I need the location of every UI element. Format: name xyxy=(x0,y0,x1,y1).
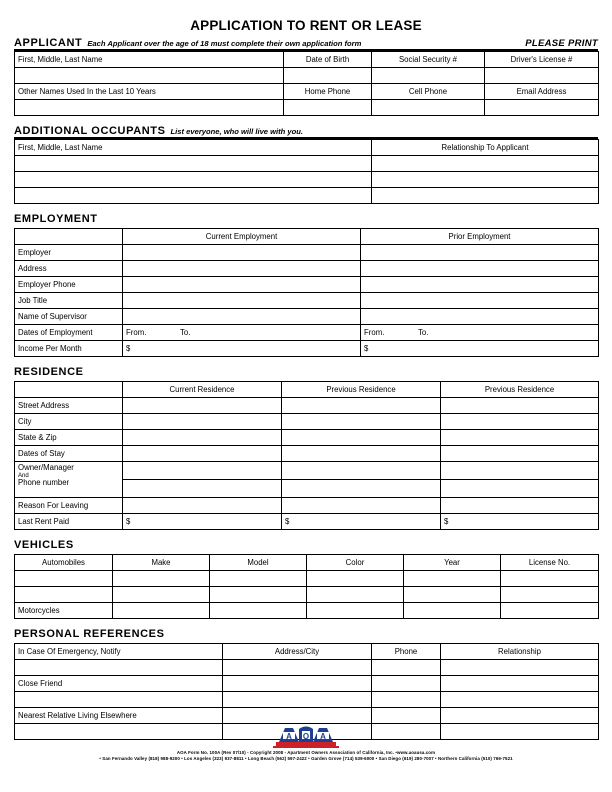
table-row xyxy=(15,52,599,68)
current-street-address-field[interactable] xyxy=(123,398,282,414)
current-last-rent-paid-field[interactable]: $ xyxy=(123,514,282,530)
auto1-model-field[interactable] xyxy=(210,571,307,587)
auto1-name-field[interactable] xyxy=(15,571,113,587)
occupants-section-header xyxy=(14,125,598,139)
owner-manager-and-label: And xyxy=(18,472,29,479)
home-phone-header: Home Phone xyxy=(284,84,372,100)
occupants-table xyxy=(14,139,599,204)
occupant-name-field[interactable] xyxy=(15,188,372,204)
previous1-reason-for-leaving-field[interactable] xyxy=(282,498,441,514)
current-employment-header: Current Employment xyxy=(123,229,361,245)
color-header: Color xyxy=(307,555,404,571)
applicant-ssn-field[interactable] xyxy=(372,68,485,84)
footer xyxy=(0,722,612,762)
employment-table xyxy=(14,228,599,357)
table-row xyxy=(15,309,599,325)
emergency-contact-address-field[interactable] xyxy=(223,660,372,676)
motorcycle-license-field[interactable] xyxy=(501,603,599,619)
reference-relationship-header: Relationship xyxy=(441,644,599,660)
home-phone-field[interactable] xyxy=(284,100,372,116)
table-row xyxy=(15,644,599,660)
table-row xyxy=(15,140,599,156)
auto2-color-field[interactable] xyxy=(307,587,404,603)
motorcycles-label: Motorcycles xyxy=(15,603,113,619)
city-label: City xyxy=(15,414,123,430)
applicant-section-title: APPLICANT xyxy=(14,37,83,49)
current-employer-field[interactable] xyxy=(123,245,361,261)
table-row xyxy=(15,430,599,446)
applicant-section-header xyxy=(14,37,598,51)
reference-address-header: Address/City xyxy=(223,644,372,660)
previous2-reason-for-leaving-field[interactable] xyxy=(441,498,599,514)
current-state-zip-field[interactable] xyxy=(123,430,282,446)
state-zip-label: State & Zip xyxy=(15,430,123,446)
previous1-dates-of-stay-field[interactable] xyxy=(282,446,441,462)
make-header: Make xyxy=(113,555,210,571)
emergency-contact-header: In Case Of Emergency, Notify xyxy=(15,644,223,660)
vehicles-table xyxy=(14,554,599,619)
current-employer-address-field[interactable] xyxy=(123,261,361,277)
phone-number-label: Phone number xyxy=(18,477,70,487)
occupants-section-note: List everyone, who will live with you. xyxy=(170,127,304,136)
table-row xyxy=(15,84,599,100)
table-row xyxy=(15,172,599,188)
auto2-license-field[interactable] xyxy=(501,587,599,603)
employer-address-label: Address xyxy=(15,261,123,277)
current-dates-of-employment-field[interactable] xyxy=(123,325,361,341)
income-per-month-label: Income Per Month xyxy=(15,341,123,357)
auto1-make-field[interactable] xyxy=(113,571,210,587)
prior-employment-header: Prior Employment xyxy=(361,229,599,245)
close-friend-label: Close Friend xyxy=(15,676,223,692)
motorcycle-model-field[interactable] xyxy=(210,603,307,619)
previous2-street-address-field[interactable] xyxy=(441,398,599,414)
prior-employer-phone-field[interactable] xyxy=(361,277,599,293)
occupant-relationship-field[interactable] xyxy=(372,188,599,204)
dates-of-employment-label: Dates of Employment xyxy=(15,325,123,341)
prior-employer-address-field[interactable] xyxy=(361,261,599,277)
references-section-header xyxy=(14,628,598,640)
reference3-phone-field[interactable] xyxy=(372,692,441,708)
table-row xyxy=(15,261,599,277)
applicant-ssn-header: Social Security # xyxy=(372,52,485,68)
close-friend-address-field[interactable] xyxy=(223,676,372,692)
employment-section-header xyxy=(14,213,598,225)
occupant-name-field[interactable] xyxy=(15,156,372,172)
auto2-name-field[interactable] xyxy=(15,587,113,603)
applicant-dl-header: Driver's License # xyxy=(485,52,599,68)
previous2-dates-of-stay-field[interactable] xyxy=(441,446,599,462)
employment-corner-cell xyxy=(15,229,123,245)
auto2-make-field[interactable] xyxy=(113,587,210,603)
auto1-year-field[interactable] xyxy=(404,571,501,587)
automobiles-header: Automobiles xyxy=(15,555,113,571)
table-row xyxy=(15,398,599,414)
table-row xyxy=(15,277,599,293)
applicant-dob-field[interactable] xyxy=(284,68,372,84)
table-row xyxy=(15,692,599,708)
occupant-relationship-field[interactable] xyxy=(372,172,599,188)
current-owner-manager-field[interactable] xyxy=(123,462,282,480)
auto1-color-field[interactable] xyxy=(307,571,404,587)
applicant-dl-field[interactable] xyxy=(485,68,599,84)
references-section-title: PERSONAL REFERENCES xyxy=(14,628,165,640)
auto2-model-field[interactable] xyxy=(210,587,307,603)
previous2-state-zip-field[interactable] xyxy=(441,430,599,446)
table-row xyxy=(15,245,599,261)
emergency-contact-phone-field[interactable] xyxy=(372,660,441,676)
previous1-city-field[interactable] xyxy=(282,414,441,430)
vehicles-section-header xyxy=(14,539,598,551)
current-from-label: From. xyxy=(126,328,147,337)
table-row xyxy=(15,462,599,480)
email-field[interactable] xyxy=(485,100,599,116)
prior-income-field[interactable]: $ xyxy=(361,341,599,357)
table-row xyxy=(15,325,599,341)
job-title-label: Job Title xyxy=(15,293,123,309)
previous1-state-zip-field[interactable] xyxy=(282,430,441,446)
table-row xyxy=(15,446,599,462)
table-row xyxy=(15,676,599,692)
current-income-field[interactable]: $ xyxy=(123,341,361,357)
table-row xyxy=(15,156,599,172)
residence-section-title: RESIDENCE xyxy=(14,366,84,378)
owner-manager-label-cell xyxy=(15,462,123,498)
applicant-name-field[interactable] xyxy=(15,68,284,84)
supervisor-label: Name of Supervisor xyxy=(15,309,123,325)
year-header: Year xyxy=(404,555,501,571)
street-address-label: Street Address xyxy=(15,398,123,414)
current-residence-header: Current Residence xyxy=(123,382,282,398)
table-row xyxy=(15,68,599,84)
previous2-city-field[interactable] xyxy=(441,414,599,430)
reason-for-leaving-label: Reason For Leaving xyxy=(15,498,123,514)
prior-dates-of-employment-field[interactable] xyxy=(361,325,599,341)
prior-job-title-field[interactable] xyxy=(361,293,599,309)
table-row xyxy=(15,498,599,514)
table-row xyxy=(15,382,599,398)
table-row xyxy=(15,603,599,619)
table-row xyxy=(15,587,599,603)
reference-phone-header: Phone xyxy=(372,644,441,660)
table-row xyxy=(15,293,599,309)
owner-manager-label: Owner/Manager xyxy=(18,463,74,472)
occupants-section-title: ADDITIONAL OCCUPANTS xyxy=(14,125,166,137)
current-reason-for-leaving-field[interactable] xyxy=(123,498,282,514)
residence-table xyxy=(14,381,599,530)
nearest-relative-label: Nearest Relative Living Elsewhere xyxy=(15,708,223,724)
previous-residence-2-header: Previous Residence xyxy=(441,382,599,398)
email-header: Email Address xyxy=(485,84,599,100)
employment-section-title: EMPLOYMENT xyxy=(14,213,98,225)
occupant-name-header: First, Middle, Last Name xyxy=(15,140,372,156)
other-names-header: Other Names Used In the Last 10 Years xyxy=(15,84,284,100)
previous1-last-rent-paid-field[interactable]: $ xyxy=(282,514,441,530)
current-employer-phone-field[interactable] xyxy=(123,277,361,293)
residence-corner-cell xyxy=(15,382,123,398)
dates-of-stay-label: Dates of Stay xyxy=(15,446,123,462)
applicant-section-note: Each Applicant over the age of 18 must complete their own application form xyxy=(87,39,362,48)
previous2-owner-manager-field[interactable] xyxy=(441,462,599,480)
current-job-title-field[interactable] xyxy=(123,293,361,309)
table-row xyxy=(15,341,599,357)
previous1-owner-manager-field[interactable] xyxy=(282,462,441,480)
table-row xyxy=(15,100,599,116)
table-row xyxy=(15,188,599,204)
please-print-label: PLEASE PRINT xyxy=(525,38,598,49)
motorcycle-make-field[interactable] xyxy=(113,603,210,619)
table-row xyxy=(15,514,599,530)
table-row xyxy=(15,229,599,245)
prior-supervisor-field[interactable] xyxy=(361,309,599,325)
svg-text:O: O xyxy=(302,732,310,741)
svg-text:A: A xyxy=(320,732,326,741)
close-friend-relationship-field[interactable] xyxy=(441,676,599,692)
cell-phone-header: Cell Phone xyxy=(372,84,485,100)
current-city-field[interactable] xyxy=(123,414,282,430)
prior-from-label: From. xyxy=(364,328,385,337)
page-title: APPLICATION TO RENT OR LEASE xyxy=(190,18,422,33)
prior-employer-field[interactable] xyxy=(361,245,599,261)
reference3-address-field[interactable] xyxy=(223,692,372,708)
svg-text:A: A xyxy=(286,732,292,741)
close-friend-phone-field[interactable] xyxy=(372,676,441,692)
motorcycle-color-field[interactable] xyxy=(307,603,404,619)
previous2-last-rent-paid-field[interactable]: $ xyxy=(441,514,599,530)
previous1-street-address-field[interactable] xyxy=(282,398,441,414)
previous2-owner-phone-field[interactable] xyxy=(441,480,599,498)
applicant-dob-header: Date of Birth xyxy=(284,52,372,68)
last-rent-paid-label: Last Rent Paid xyxy=(15,514,123,530)
previous-residence-1-header: Previous Residence xyxy=(282,382,441,398)
occupant-relationship-field[interactable] xyxy=(372,156,599,172)
close-friend-name-field[interactable] xyxy=(15,692,223,708)
footer-line-1: AOA Form No. 100A (Rev 07/10) - Copyright 2008 - Apartment Owners Association of California, Inc. •www.aoausa.com xyxy=(176,750,436,755)
aoa-logo xyxy=(0,722,612,748)
emergency-contact-name-field[interactable] xyxy=(15,660,223,676)
residence-section-header xyxy=(14,366,598,378)
auto2-year-field[interactable] xyxy=(404,587,501,603)
current-to-label: To. xyxy=(180,328,191,337)
model-header: Model xyxy=(210,555,307,571)
employer-label: Employer xyxy=(15,245,123,261)
table-row xyxy=(15,414,599,430)
aoa-logo-icon xyxy=(273,722,339,748)
table-row xyxy=(15,571,599,587)
applicant-table xyxy=(14,51,599,116)
previous1-owner-phone-field[interactable] xyxy=(282,480,441,498)
emergency-contact-relationship-field[interactable] xyxy=(441,660,599,676)
auto1-license-field[interactable] xyxy=(501,571,599,587)
table-row xyxy=(15,660,599,676)
applicant-name-header: First, Middle, Last Name xyxy=(15,52,284,68)
cell-phone-field[interactable] xyxy=(372,100,485,116)
current-supervisor-field[interactable] xyxy=(123,309,361,325)
other-names-field[interactable] xyxy=(15,100,284,116)
current-owner-phone-field[interactable] xyxy=(123,480,282,498)
footer-line-2: • San Fernando Valley (818) 988-9200 • Los Angeles (323) 937-8811 • Long Beach (562) 597-2422 • Garden Grove (714) 539-6000 • San Diego (619) 280-7007 • Northern California (510) 769-7521 xyxy=(99,756,513,761)
occupant-relationship-header: Relationship To Applicant xyxy=(372,140,599,156)
license-no-header: License No. xyxy=(501,555,599,571)
prior-to-label: To. xyxy=(418,328,429,337)
table-row xyxy=(15,555,599,571)
employer-phone-label: Employer Phone xyxy=(15,277,123,293)
vehicles-section-title: VEHICLES xyxy=(14,539,74,551)
occupant-name-field[interactable] xyxy=(15,172,372,188)
current-dates-of-stay-field[interactable] xyxy=(123,446,282,462)
motorcycle-year-field[interactable] xyxy=(404,603,501,619)
reference3-relationship-field[interactable] xyxy=(441,692,599,708)
